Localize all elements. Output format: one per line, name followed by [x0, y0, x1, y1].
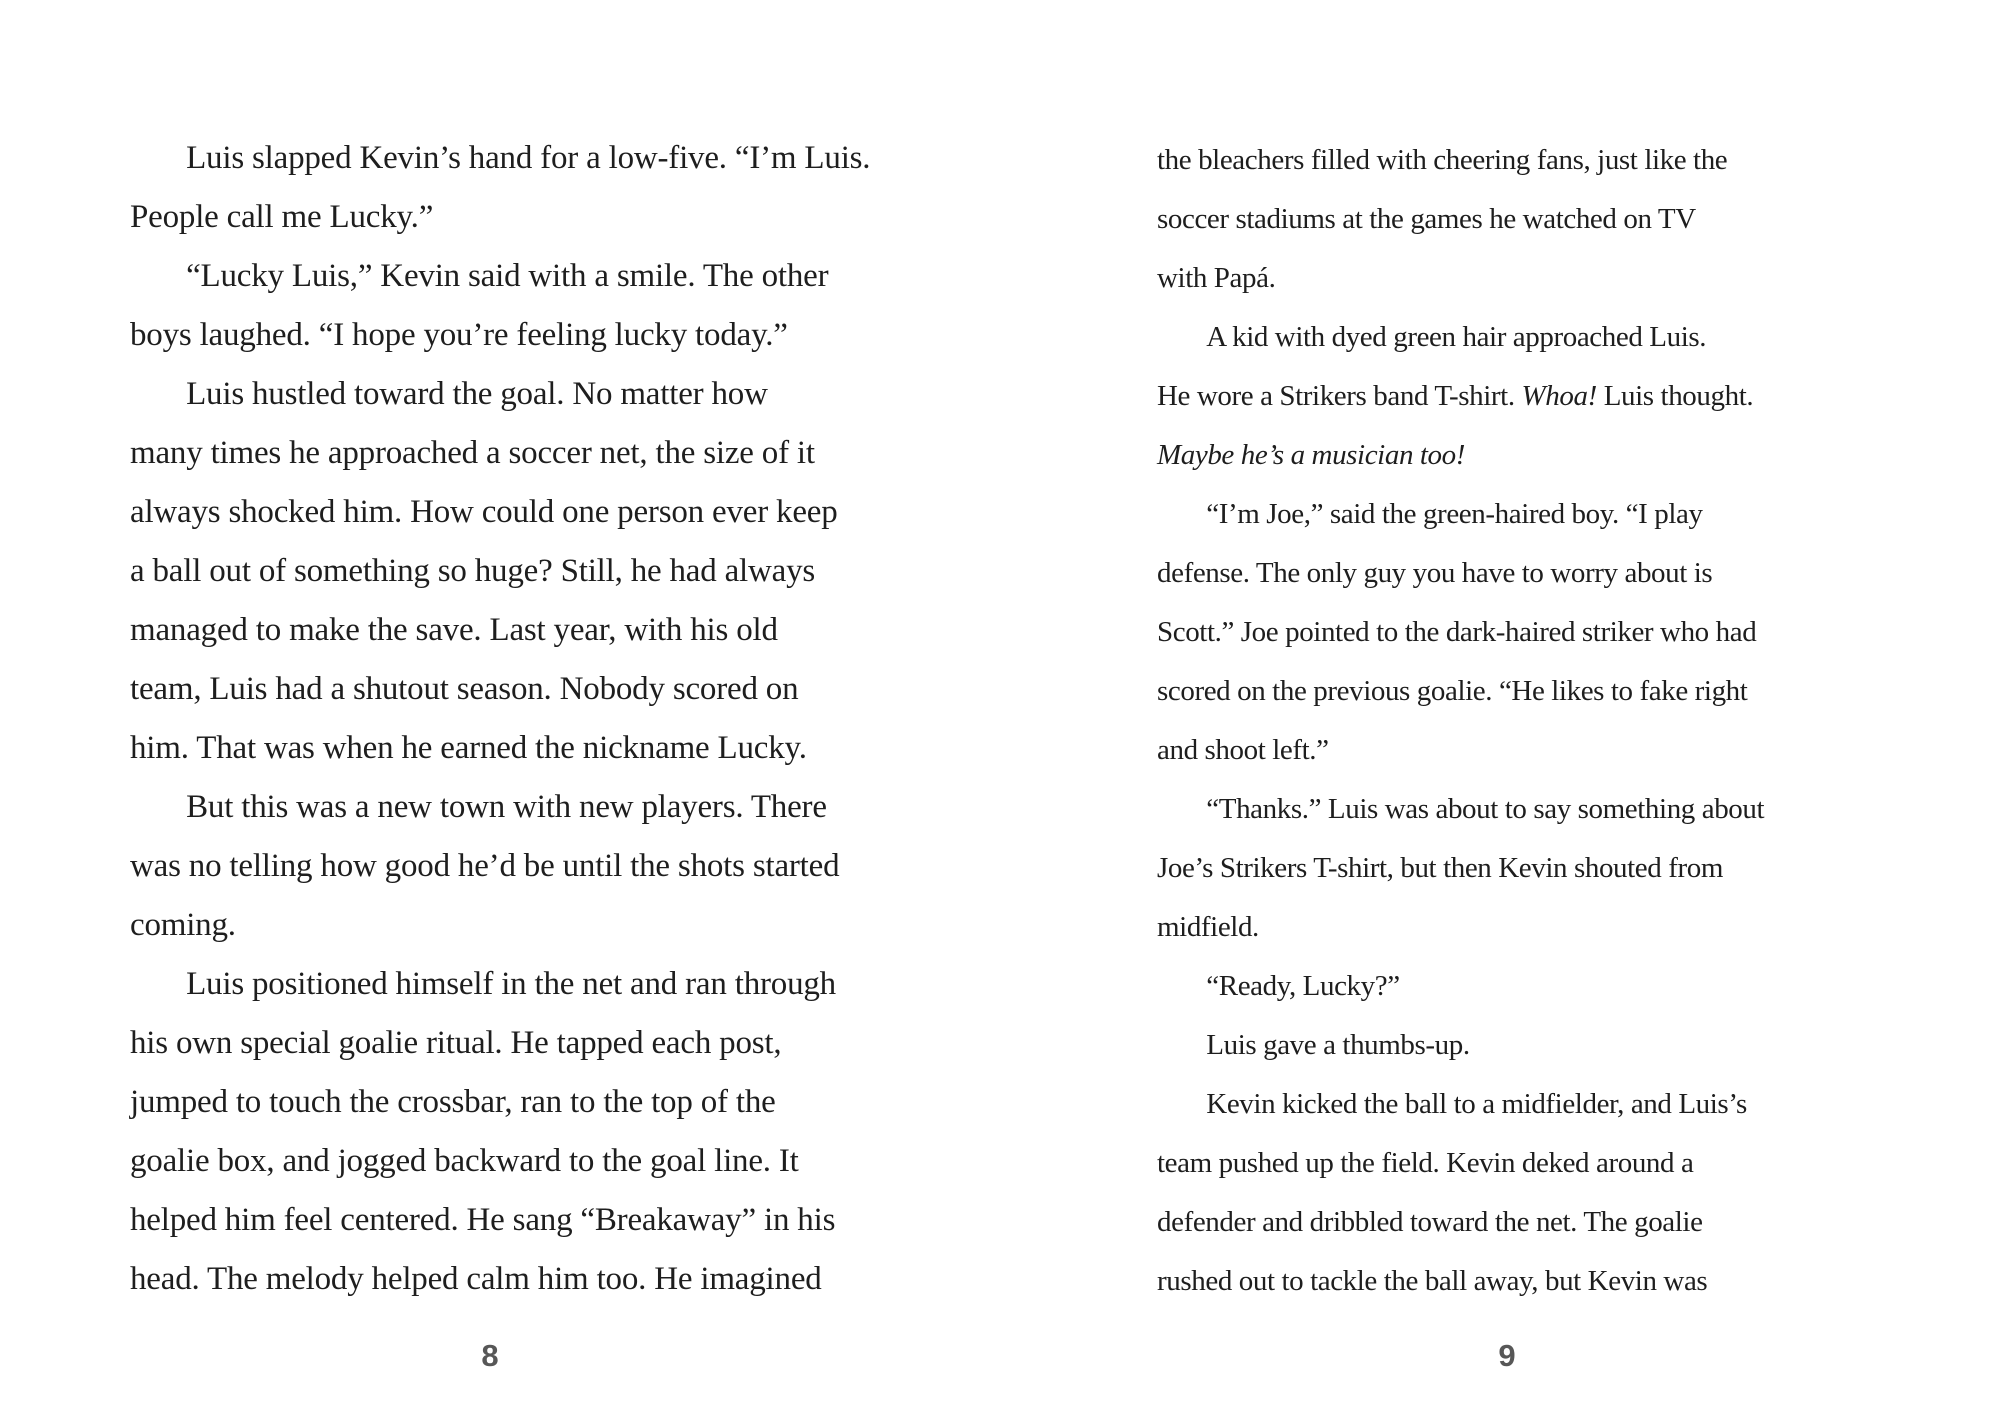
text-line	[1157, 544, 1764, 603]
text-line	[130, 719, 870, 778]
text-segment: coming.	[130, 907, 236, 943]
text-line	[130, 778, 870, 837]
text-segment: helped him feel centered. He sang “Breakaway” in his	[130, 1202, 836, 1238]
text-segment: Luis positioned himself in the net and ran through	[186, 966, 836, 1002]
text-segment: A kid with dyed green hair approached Luis.	[1206, 321, 1707, 353]
text-line	[1157, 485, 1764, 544]
text-segment: People call me Lucky.”	[130, 199, 434, 235]
left-page-text-block	[130, 129, 870, 1309]
text-segment: Scott.” Joe pointed to the dark-haired striker who had	[1157, 616, 1757, 648]
text-line	[1157, 190, 1764, 249]
text-segment: defense. The only guy you have to worry about is	[1157, 557, 1713, 589]
text-segment: Luis gave a thumbs-up.	[1206, 1029, 1470, 1061]
text-line	[1157, 308, 1764, 367]
text-segment: “Thanks.” Luis was about to say something about	[1206, 793, 1765, 825]
left-page-number: 8	[481, 1338, 499, 1373]
text-segment: the bleachers filled with cheering fans, just like the	[1157, 144, 1728, 176]
text-line	[1157, 839, 1764, 898]
text-line	[130, 660, 870, 719]
text-line	[1157, 662, 1764, 721]
text-segment: Kevin kicked the ball to a midfielder, and Luis’s	[1206, 1088, 1747, 1120]
text-segment: and shoot left.”	[1157, 734, 1329, 766]
text-segment: scored on the previous goalie. “He likes to fake right	[1157, 675, 1748, 707]
text-line	[1157, 1075, 1764, 1134]
text-line	[130, 247, 870, 306]
text-line	[130, 1014, 870, 1073]
text-line	[130, 129, 870, 188]
text-line	[130, 188, 870, 247]
text-line	[130, 483, 870, 542]
text-line	[130, 542, 870, 601]
text-line	[130, 896, 870, 955]
text-line	[1157, 721, 1764, 780]
text-line	[130, 424, 870, 483]
text-line	[130, 1073, 870, 1132]
text-segment: always shocked him. How could one person ever keep	[130, 494, 838, 530]
text-segment: But this was a new town with new players. There	[186, 789, 827, 825]
text-line	[130, 1191, 870, 1250]
text-segment: “I’m Joe,” said the green-haired boy. “I play	[1206, 498, 1703, 530]
text-segment: with Papá.	[1157, 262, 1276, 294]
text-line	[1157, 426, 1764, 485]
text-line	[1157, 1016, 1764, 1075]
text-segment: team pushed up the field. Kevin deked around a	[1157, 1147, 1694, 1179]
text-segment: him. That was when he earned the nickname Lucky.	[130, 730, 807, 766]
text-line	[130, 1250, 870, 1309]
text-segment: Luis thought.	[1596, 380, 1754, 412]
text-segment: “Lucky Luis,” Kevin said with a smile. The other	[186, 258, 829, 294]
text-segment: head. The melody helped calm him too. He imagined	[130, 1261, 822, 1297]
text-segment: jumped to touch the crossbar, ran to the top of the	[130, 1084, 776, 1120]
italic-text-segment: Whoa!	[1521, 380, 1597, 412]
text-line	[1157, 367, 1764, 426]
text-line	[1157, 1134, 1764, 1193]
text-segment: many times he approached a soccer net, the size of it	[130, 435, 815, 471]
text-line	[130, 1132, 870, 1191]
text-segment: a ball out of something so huge? Still, he had always	[130, 553, 816, 589]
text-segment: defender and dribbled toward the net. The goalie	[1157, 1206, 1703, 1238]
text-segment: was no telling how good he’d be until the shots started	[130, 848, 840, 884]
text-line	[130, 306, 870, 365]
text-line	[1157, 898, 1764, 957]
text-line	[1157, 1252, 1764, 1311]
text-line	[1157, 249, 1764, 308]
text-line	[1157, 131, 1764, 190]
italic-text-segment: Maybe he’s a musician too!	[1157, 439, 1466, 471]
text-line	[130, 365, 870, 424]
text-line	[130, 837, 870, 896]
text-line	[1157, 603, 1764, 662]
text-line	[1157, 780, 1764, 839]
text-segment: his own special goalie ritual. He tapped each post,	[130, 1025, 782, 1061]
text-segment: managed to make the save. Last year, with his old	[130, 612, 778, 648]
text-segment: “Ready, Lucky?”	[1206, 970, 1400, 1002]
text-line	[1157, 957, 1764, 1016]
text-segment: boys laughed. “I hope you’re feeling lucky today.”	[130, 317, 788, 353]
text-segment: He wore a Strikers band T-shirt.	[1157, 380, 1522, 412]
text-line	[130, 955, 870, 1014]
text-segment: soccer stadiums at the games he watched on TV	[1157, 203, 1696, 235]
right-page-text-block	[1157, 131, 1764, 1311]
text-segment: goalie box, and jogged backward to the goal line. It	[130, 1143, 799, 1179]
text-segment: Joe’s Strikers T-shirt, but then Kevin shouted from	[1157, 852, 1724, 884]
right-page-number: 9	[1498, 1338, 1516, 1373]
text-segment: rushed out to tackle the ball away, but Kevin was	[1157, 1265, 1708, 1297]
text-segment: Luis hustled toward the goal. No matter how	[186, 376, 768, 412]
text-line	[1157, 1193, 1764, 1252]
text-segment: midfield.	[1157, 911, 1259, 943]
text-line	[130, 601, 870, 660]
text-segment: team, Luis had a shutout season. Nobody scored on	[130, 671, 799, 707]
text-segment: Luis slapped Kevin’s hand for a low-five. “I’m Luis.	[186, 140, 871, 176]
